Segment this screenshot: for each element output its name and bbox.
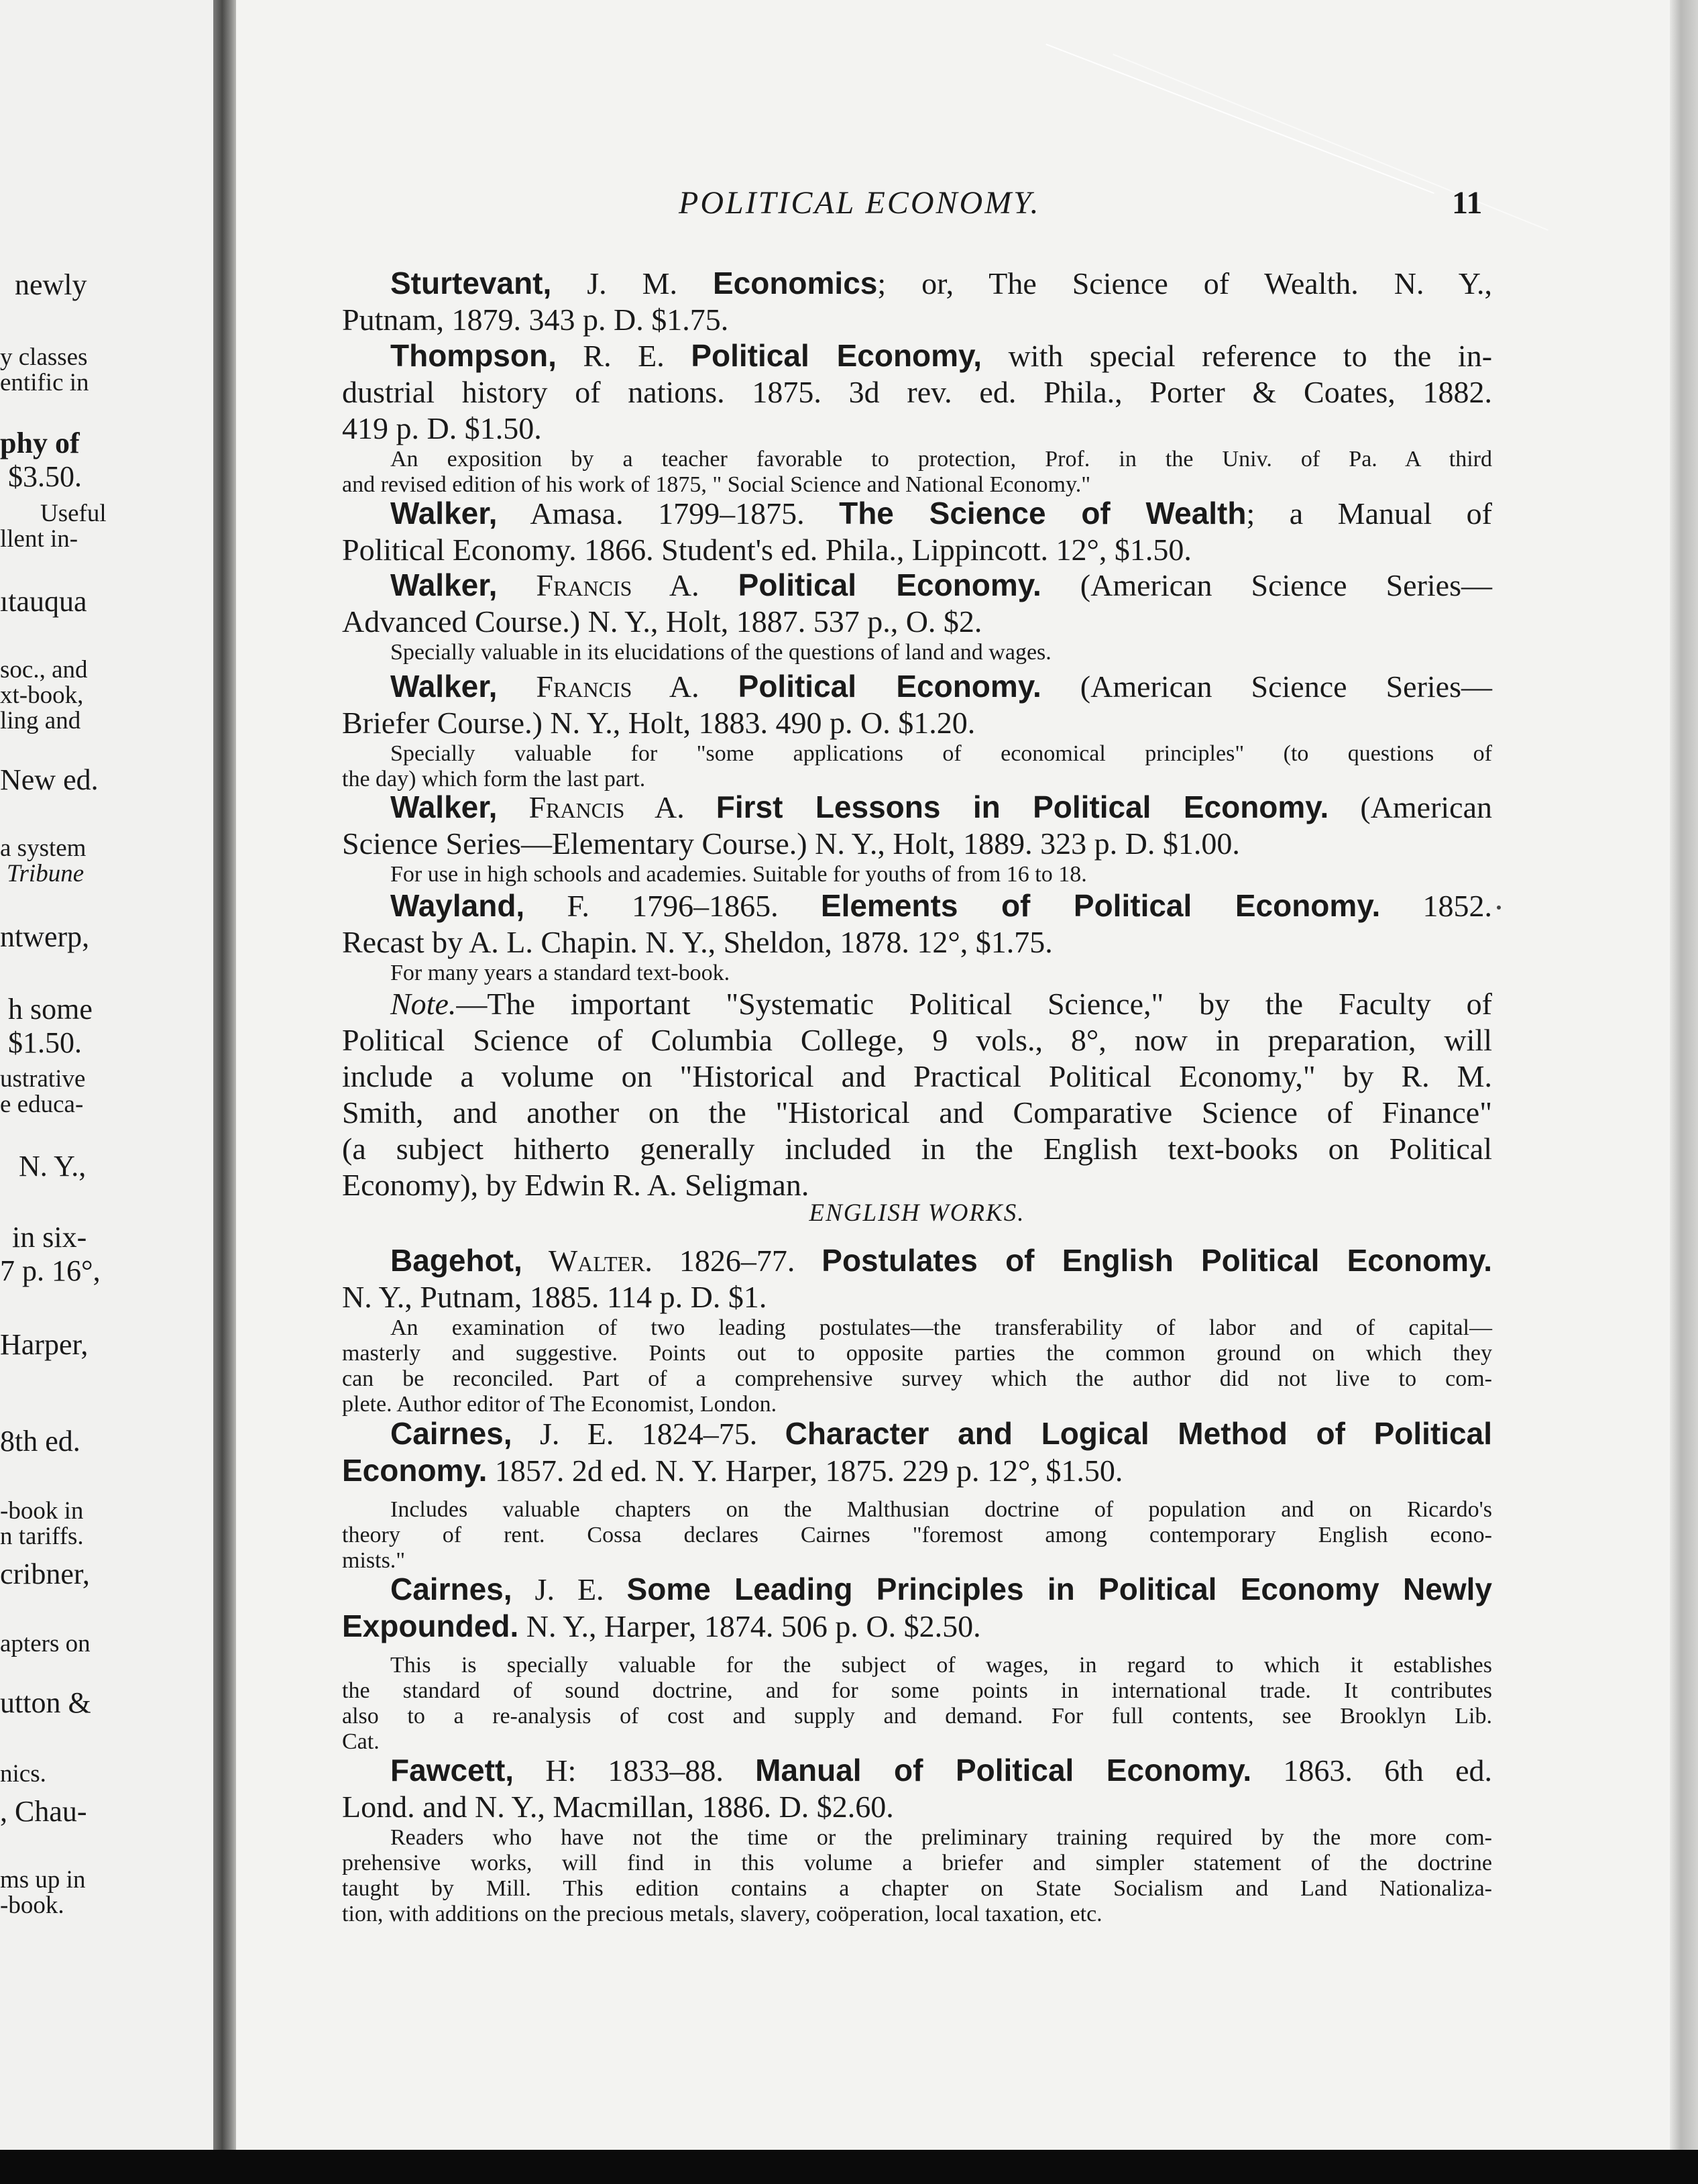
- left-fragment: Harper,: [0, 1328, 89, 1361]
- bibliography-entry: Sturtevant, J. M. Economics; or, The Science of Wealth. N. Y., Putnam, 1879. 343 p. D. $1.75.: [342, 266, 1492, 337]
- annotation: Specially valuable for "some applications of economical principles" (to questions of: [390, 741, 1492, 766]
- bibliography-entry: Walker, Francis A. Political Economy. (American Science Series— Briefer Course.) N. Y., Holt, 1883. 490 p. O. $1.20. Specially valuable for "some applications of economical principles" (to questions of the day) which form the last part.: [342, 669, 1493, 791]
- annotation: Specially valuable in its elucidations of the questions of land and wages.: [390, 640, 1052, 665]
- left-fragment: e educa-: [0, 1091, 84, 1118]
- note-paragraph: Note.—The important "Systematic Political Science," by the Faculty of Political Science of Columbia College, 9 vols., 8°, now in preparation, will include a volume on "Historical and Practical Political Economy," by R. M. Smith, and another on the "Historical and Comparative Science of Finance" (a subject hitherto generally included in the English text-books on Political Economy), by Edwin R. A. Seligman.: [342, 987, 1492, 1202]
- annotation: plete. Author editor of The Economist, London.: [342, 1392, 777, 1417]
- annotation: For use in high schools and academies. Suitable for youths of from 16 to 18.: [390, 862, 1087, 887]
- page-edge: [1670, 0, 1698, 2184]
- bibliography-entry: Walker, Amasa. 1799–1875. The Science of Wealth; a Manual of Political Economy. 1866. Student's ed. Phila., Lippincott. 12°, $1.50.: [342, 496, 1492, 567]
- left-fragment: $3.50.: [8, 460, 82, 493]
- annotation: Includes valuable chapters on the Malthusian doctrine of population and on Ricardo's: [390, 1497, 1492, 1522]
- bibliography-entry: Bagehot, Walter. 1826–77. Postulates of English Political Economy. N. Y., Putnam, 1885. 114 p. D. $1. An examination of two leading postulates—the transferability of labor and of capital— masterly and suggestive. Points out to opposite parties the common ground on which they can be reconciled. Part of a comprehensive survey which the author did not live to com- plete. Author editor of The Economist, London.: [342, 1243, 1492, 1417]
- annotation: can be reconciled. Part of a comprehensive survey which the author did not live to com-: [342, 1366, 1492, 1391]
- bibliography-entry: Cairnes, J. E. Some Leading Principles in Political Economy Newly Expounded. N. Y., Harper, 1874. 506 p. O. $2.50. This is specially valuable for the subject of wages, in regard to which it establishes the standard of sound doctrine, and for some points in international trade. It contributes also to a re-analysis of cost and supply and demand. For full contents, see Brooklyn Lib. Cat.: [342, 1572, 1492, 1754]
- annotation: Cat.: [342, 1729, 380, 1754]
- left-fragment: entific in: [0, 369, 89, 396]
- annotation: theory of rent. Cossa declares Cairnes "foremost among contemporary English econo-: [342, 1523, 1492, 1547]
- left-fragment: soc., and: [0, 656, 88, 684]
- bibliography-entry: Walker, Francis A. Political Economy. (American Science Series— Advanced Course.) N. Y., Holt, 1887. 537 p., O. $2. Specially valuable in its elucidations of the questions of land and wages.: [342, 567, 1493, 665]
- left-fragment: N. Y.,: [19, 1150, 87, 1183]
- left-fragment: n tariffs.: [0, 1523, 84, 1550]
- left-fragment: ustrative: [0, 1065, 86, 1093]
- annotation: For many years a standard text-book.: [390, 961, 730, 985]
- left-fragment: Useful: [40, 500, 107, 527]
- annotation: the day) which form the last part.: [342, 767, 646, 791]
- left-fragment: -book.: [0, 1892, 64, 1919]
- left-fragment: 7 p. 16°,: [0, 1254, 101, 1287]
- annotation: the standard of sound doctrine, and for some points in international trade. It contributes: [342, 1678, 1492, 1703]
- annotation: mists.": [342, 1548, 406, 1573]
- annotation: taught by Mill. This edition contains a chapter on State Socialism and Land Nationaliza-: [342, 1876, 1492, 1901]
- left-fragment: Tribune: [7, 860, 84, 887]
- annotation: and revised edition of his work of 1875, " Social Science and National Economy.": [342, 472, 1091, 497]
- annotation: An examination of two leading postulates—the transferability of labor and of capital—: [390, 1315, 1492, 1340]
- left-fragment: phy of: [0, 427, 80, 459]
- left-fragment: ms up in: [0, 1866, 86, 1894]
- left-fragment: 8th ed.: [0, 1425, 80, 1458]
- annotation: Readers who have not the time or the preliminary training required by the more com-: [390, 1825, 1492, 1850]
- left-fragment: ıtauqua: [0, 585, 87, 618]
- left-fragment: ntwerp,: [0, 920, 90, 953]
- annotation: This is specially valuable for the subject of wages, in regard to which it establishes: [390, 1653, 1492, 1678]
- annotation: tion, with additions on the precious metals, slavery, coöperation, local taxation, etc.: [342, 1902, 1102, 1926]
- left-fragment: in six-: [12, 1221, 87, 1254]
- left-fragment: llent in-: [0, 525, 78, 553]
- ink-speck: [1497, 906, 1501, 910]
- left-fragment: ling and: [0, 707, 81, 734]
- left-fragment: $1.50.: [8, 1026, 82, 1059]
- scan-border: [0, 2150, 1698, 2184]
- bibliography-entry: Cairnes, J. E. 1824–75. Character and Logical Method of Political Economy. 1857. 2d ed. N. Y. Harper, 1875. 229 p. 12°, $1.50. Includes valuable chapters on the Malthusian doctrine of population and on Ricardo's theory of rent. Cossa declares Cairnes "foremost among contemporary English econo- mists.": [342, 1416, 1493, 1573]
- left-fragment: nics.: [0, 1760, 46, 1788]
- bibliography-entry: Wayland, F. 1796–1865. Elements of Political Economy. 1852. Recast by A. L. Chapin. N. Y., Sheldon, 1878. 12°, $1.75. For many years a standard text-book.: [342, 888, 1493, 985]
- facing-page-fragment: [0, 0, 219, 2184]
- left-fragment: xt-book,: [0, 681, 84, 709]
- running-head: POLITICAL ECONOMY.: [679, 185, 1041, 221]
- book-gutter: [213, 0, 239, 2184]
- left-fragment: a system: [0, 834, 87, 862]
- left-fragment: utton &: [0, 1686, 91, 1719]
- annotation: prehensive works, will find in this volume a briefer and simpler statement of the doctrine: [342, 1851, 1492, 1875]
- annotation: An exposition by a teacher favorable to protection, Prof. in the Univ. of Pa. A third: [390, 447, 1492, 472]
- bibliography-entry: Thompson, R. E. Political Economy, with special reference to the in- dustrial history of nations. 1875. 3d rev. ed. Phila., Porter & Coates, 1882. 419 p. D. $1.50. An exposition by a teacher favorable to protection, Prof. in the Univ. of Pa. A third and revised edition of his work of 1875, " Social Science and National Economy.": [342, 338, 1493, 497]
- left-fragment: newly: [15, 268, 87, 301]
- left-fragment: apters on: [0, 1630, 91, 1657]
- bibliography-entry: Fawcett, H: 1833–88. Manual of Political Economy. 1863. 6th ed. Lond. and N. Y., Macmillan, 1886. D. $2.60. Readers who have not the time or the preliminary training required by the more com- prehensive works, will find in this volume a briefer and simpler statement of the doctrine taught by Mill. This edition contains a chapter on State Socialism and Land Nationaliza- tion, with additions on the precious metals, slavery, coöperation, local taxation, etc.: [342, 1753, 1492, 1926]
- left-fragment: , Chau-: [0, 1795, 87, 1828]
- left-fragment: h some: [8, 993, 93, 1026]
- annotation: also to a re-analysis of cost and supply and demand. For full contents, see Brooklyn Lib.: [342, 1704, 1492, 1729]
- bibliography-entry: Walker, Francis A. First Lessons in Political Economy. (American Science Series—Elementary Course.) N. Y., Holt, 1889. 323 p. D. $1.00. For use in high schools and academies. Suitable for youths of from 16 to 18.: [342, 789, 1493, 887]
- annotation: masterly and suggestive. Points out to opposite parties the common ground on which they: [342, 1341, 1492, 1366]
- left-fragment: -book in: [0, 1497, 84, 1525]
- section-heading: ENGLISH WORKS.: [809, 1199, 1025, 1227]
- left-fragment: New ed.: [0, 763, 99, 796]
- page-number: 11: [1452, 185, 1483, 221]
- left-fragment: y classes: [0, 343, 88, 371]
- left-fragment: cribner,: [0, 1558, 90, 1590]
